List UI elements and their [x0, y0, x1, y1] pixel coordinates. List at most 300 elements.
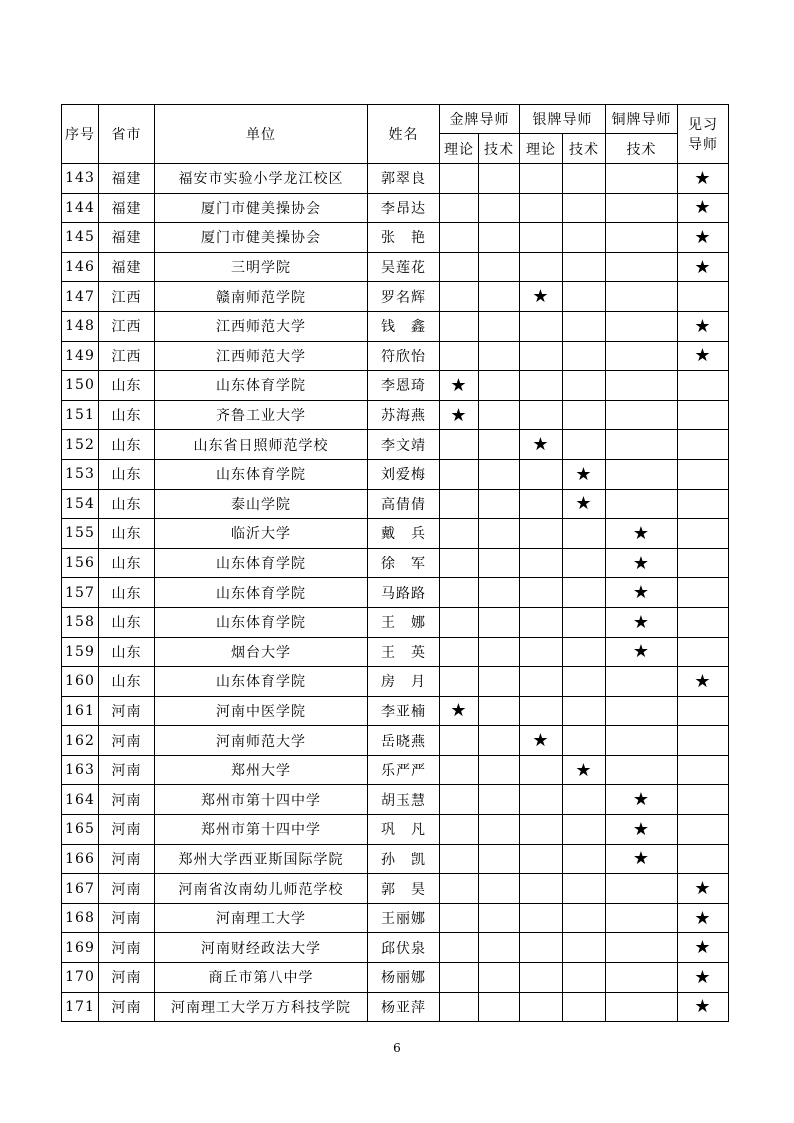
- table-row: [62, 223, 729, 253]
- cell-name: 罗名辉: [368, 282, 440, 312]
- cell-silver-tech: [563, 933, 606, 963]
- cell-trainee: [678, 459, 729, 489]
- cell-province: 山东: [99, 430, 155, 460]
- star-icon: ★: [632, 552, 651, 574]
- cell-name: 邱伏泉: [368, 933, 440, 963]
- cell-silver-tech: [563, 489, 606, 519]
- cell-unit: 江西师范大学: [155, 311, 368, 341]
- cell-gold-theory: [440, 489, 479, 519]
- cell-silver-theory: [520, 874, 563, 904]
- cell-name: 钱 鑫: [368, 311, 440, 341]
- cell-unit: 山东省日照师范学校: [155, 430, 368, 460]
- cell-silver-theory: [520, 963, 563, 993]
- mentor-roster-table: [61, 104, 729, 1022]
- cell-silver-tech: [563, 519, 606, 549]
- cell-silver-theory: [520, 164, 563, 194]
- cell-bronze-tech: [606, 992, 678, 1022]
- table-row: [62, 667, 729, 697]
- cell-trainee: [678, 815, 729, 845]
- cell-seq: 156: [62, 548, 99, 578]
- star-icon: ★: [632, 789, 651, 811]
- cell-province: 山东: [99, 548, 155, 578]
- cell-trainee: [678, 785, 729, 815]
- cell-gold-theory: [440, 459, 479, 489]
- cell-trainee: [678, 903, 729, 933]
- cell-trainee: [678, 311, 729, 341]
- cell-trainee: [678, 992, 729, 1022]
- cell-seq: 162: [62, 726, 99, 756]
- cell-province: 河南: [99, 815, 155, 845]
- table-row: [62, 578, 729, 608]
- cell-province: 河南: [99, 933, 155, 963]
- cell-province: 江西: [99, 341, 155, 371]
- cell-bronze-tech: [606, 815, 678, 845]
- cell-silver-theory: [520, 489, 563, 519]
- cell-gold-tech: [479, 637, 520, 667]
- cell-province: 福建: [99, 164, 155, 194]
- cell-unit: 赣南师范学院: [155, 282, 368, 312]
- cell-silver-theory: [520, 193, 563, 223]
- cell-gold-theory: [440, 282, 479, 312]
- cell-silver-theory: [520, 933, 563, 963]
- cell-trainee: [678, 963, 729, 993]
- cell-silver-tech: [563, 311, 606, 341]
- cell-trainee: [678, 223, 729, 253]
- star-icon: ★: [632, 611, 651, 633]
- cell-gold-theory: [440, 844, 479, 874]
- cell-bronze-tech: [606, 607, 678, 637]
- cell-silver-tech: [563, 459, 606, 489]
- star-icon: ★: [694, 878, 712, 900]
- cell-unit: 商丘市第八中学: [155, 963, 368, 993]
- cell-gold-theory: [440, 785, 479, 815]
- cell-silver-theory: [520, 755, 563, 785]
- cell-seq: 171: [62, 992, 99, 1022]
- cell-gold-tech: [479, 282, 520, 312]
- cell-silver-tech: [563, 755, 606, 785]
- cell-gold-tech: [479, 903, 520, 933]
- header-trainee-line2: 导师: [688, 137, 718, 153]
- cell-seq: 160: [62, 667, 99, 697]
- cell-name: 孙 凯: [368, 844, 440, 874]
- table-row: [62, 992, 729, 1022]
- star-icon: ★: [450, 700, 468, 722]
- cell-silver-theory: [520, 430, 563, 460]
- cell-silver-theory: [520, 992, 563, 1022]
- header-trainee-line1: 见习: [688, 117, 718, 133]
- header-trainee-mentor: [678, 105, 729, 164]
- cell-gold-theory: [440, 311, 479, 341]
- cell-gold-theory: [440, 548, 479, 578]
- table-row: [62, 963, 729, 993]
- table-row: [62, 548, 729, 578]
- cell-bronze-tech: [606, 874, 678, 904]
- cell-silver-theory: [520, 400, 563, 430]
- cell-unit: 福安市实验小学龙江校区: [155, 164, 368, 194]
- cell-unit: 河南财经政法大学: [155, 933, 368, 963]
- cell-gold-theory: [440, 696, 479, 726]
- table-row: [62, 933, 729, 963]
- cell-silver-tech: [563, 963, 606, 993]
- table-row: [62, 164, 729, 194]
- cell-gold-tech: [479, 933, 520, 963]
- cell-unit: 郑州大学: [155, 755, 368, 785]
- cell-unit: 河南理工大学万方科技学院: [155, 992, 368, 1022]
- cell-silver-theory: [520, 548, 563, 578]
- cell-trainee: [678, 844, 729, 874]
- table-header-row: [62, 105, 729, 134]
- star-icon: ★: [694, 256, 712, 278]
- cell-province: 山东: [99, 637, 155, 667]
- cell-bronze-tech: [606, 785, 678, 815]
- cell-trainee: [678, 371, 729, 401]
- cell-name: 岳晓燕: [368, 726, 440, 756]
- table-row: [62, 519, 729, 549]
- cell-name: 杨亚萍: [368, 992, 440, 1022]
- cell-silver-tech: [563, 726, 606, 756]
- cell-province: 河南: [99, 874, 155, 904]
- cell-gold-theory: [440, 667, 479, 697]
- header-seq: 序号: [62, 105, 99, 164]
- subheader-silver-tech: 技术: [563, 134, 606, 164]
- cell-silver-theory: [520, 726, 563, 756]
- cell-trainee: [678, 400, 729, 430]
- cell-gold-theory: [440, 164, 479, 194]
- star-icon: ★: [694, 907, 712, 929]
- cell-bronze-tech: [606, 282, 678, 312]
- cell-silver-tech: [563, 696, 606, 726]
- cell-bronze-tech: [606, 311, 678, 341]
- cell-province: 山东: [99, 371, 155, 401]
- star-icon: ★: [632, 582, 651, 604]
- table-row: [62, 874, 729, 904]
- star-icon: ★: [694, 226, 712, 248]
- cell-province: 江西: [99, 311, 155, 341]
- cell-name: 乐严严: [368, 755, 440, 785]
- cell-gold-theory: [440, 193, 479, 223]
- cell-silver-theory: [520, 371, 563, 401]
- cell-silver-tech: [563, 578, 606, 608]
- cell-bronze-tech: [606, 371, 678, 401]
- cell-gold-theory: [440, 963, 479, 993]
- cell-unit: 郑州市第十四中学: [155, 815, 368, 845]
- cell-trainee: [678, 548, 729, 578]
- cell-seq: 155: [62, 519, 99, 549]
- star-icon: ★: [532, 730, 550, 752]
- cell-province: 山东: [99, 489, 155, 519]
- header-gold-mentor: 金牌导师: [440, 105, 520, 134]
- cell-gold-theory: [440, 607, 479, 637]
- cell-silver-tech: [563, 785, 606, 815]
- cell-gold-tech: [479, 844, 520, 874]
- cell-trainee: [678, 164, 729, 194]
- cell-trainee: [678, 667, 729, 697]
- star-icon: ★: [575, 493, 593, 515]
- header-bronze-mentor: 铜牌导师: [606, 105, 678, 134]
- cell-silver-tech: [563, 844, 606, 874]
- star-icon: ★: [694, 197, 712, 219]
- cell-name: 李昂达: [368, 193, 440, 223]
- cell-unit: 临沂大学: [155, 519, 368, 549]
- star-icon: ★: [694, 670, 712, 692]
- cell-trainee: [678, 193, 729, 223]
- star-icon: ★: [575, 463, 593, 485]
- cell-seq: 159: [62, 637, 99, 667]
- cell-gold-theory: [440, 637, 479, 667]
- cell-gold-tech: [479, 400, 520, 430]
- cell-province: 河南: [99, 755, 155, 785]
- cell-gold-tech: [479, 815, 520, 845]
- cell-name: 徐 军: [368, 548, 440, 578]
- header-province: 省市: [99, 105, 155, 164]
- cell-gold-theory: [440, 341, 479, 371]
- cell-silver-theory: [520, 637, 563, 667]
- cell-province: 山东: [99, 400, 155, 430]
- star-icon: ★: [575, 759, 593, 781]
- cell-seq: 163: [62, 755, 99, 785]
- subheader-gold-theory: 理论: [440, 134, 479, 164]
- cell-province: 江西: [99, 282, 155, 312]
- subheader-silver-theory: 理论: [520, 134, 563, 164]
- star-icon: ★: [694, 966, 712, 988]
- cell-silver-tech: [563, 282, 606, 312]
- cell-gold-theory: [440, 430, 479, 460]
- cell-gold-tech: [479, 726, 520, 756]
- cell-trainee: [678, 933, 729, 963]
- cell-silver-theory: [520, 578, 563, 608]
- cell-name: 马路路: [368, 578, 440, 608]
- table-row: [62, 341, 729, 371]
- cell-seq: 170: [62, 963, 99, 993]
- cell-seq: 145: [62, 223, 99, 253]
- cell-name: 巩 凡: [368, 815, 440, 845]
- cell-seq: 144: [62, 193, 99, 223]
- cell-trainee: [678, 430, 729, 460]
- cell-name: 李文靖: [368, 430, 440, 460]
- cell-silver-theory: [520, 311, 563, 341]
- cell-bronze-tech: [606, 400, 678, 430]
- cell-unit: 河南中医学院: [155, 696, 368, 726]
- cell-gold-theory: [440, 578, 479, 608]
- cell-unit: 齐鲁工业大学: [155, 400, 368, 430]
- cell-name: 王 娜: [368, 607, 440, 637]
- cell-bronze-tech: [606, 519, 678, 549]
- cell-unit: 山东体育学院: [155, 548, 368, 578]
- cell-trainee: [678, 755, 729, 785]
- cell-province: 河南: [99, 696, 155, 726]
- table-row: [62, 903, 729, 933]
- cell-seq: 166: [62, 844, 99, 874]
- cell-name: 吴莲花: [368, 252, 440, 282]
- cell-gold-tech: [479, 459, 520, 489]
- cell-gold-tech: [479, 785, 520, 815]
- cell-seq: 168: [62, 903, 99, 933]
- cell-province: 山东: [99, 459, 155, 489]
- cell-seq: 148: [62, 311, 99, 341]
- cell-bronze-tech: [606, 726, 678, 756]
- subheader-bronze-tech: 技术: [606, 134, 678, 164]
- cell-silver-theory: [520, 459, 563, 489]
- cell-unit: 厦门市健美操协会: [155, 223, 368, 253]
- cell-unit: 山东体育学院: [155, 667, 368, 697]
- cell-trainee: [678, 726, 729, 756]
- cell-silver-theory: [520, 519, 563, 549]
- cell-unit: 厦门市健美操协会: [155, 193, 368, 223]
- cell-bronze-tech: [606, 548, 678, 578]
- cell-trainee: [678, 489, 729, 519]
- cell-unit: 三明学院: [155, 252, 368, 282]
- cell-gold-tech: [479, 578, 520, 608]
- cell-province: 河南: [99, 726, 155, 756]
- cell-silver-theory: [520, 252, 563, 282]
- cell-gold-theory: [440, 371, 479, 401]
- cell-gold-tech: [479, 371, 520, 401]
- star-icon: ★: [532, 434, 550, 456]
- cell-name: 张 艳: [368, 223, 440, 253]
- cell-unit: 郑州大学西亚斯国际学院: [155, 844, 368, 874]
- cell-name: 苏海燕: [368, 400, 440, 430]
- cell-trainee: [678, 696, 729, 726]
- cell-unit: 山东体育学院: [155, 578, 368, 608]
- cell-seq: 151: [62, 400, 99, 430]
- cell-name: 杨丽娜: [368, 963, 440, 993]
- cell-gold-tech: [479, 874, 520, 904]
- table-row: [62, 400, 729, 430]
- cell-gold-tech: [479, 252, 520, 282]
- cell-silver-tech: [563, 903, 606, 933]
- cell-name: 胡玉慧: [368, 785, 440, 815]
- cell-silver-tech: [563, 637, 606, 667]
- cell-name: 王 英: [368, 637, 440, 667]
- cell-bronze-tech: [606, 193, 678, 223]
- table-row: [62, 430, 729, 460]
- cell-seq: 143: [62, 164, 99, 194]
- table-row: [62, 637, 729, 667]
- cell-unit: 山东体育学院: [155, 607, 368, 637]
- page-number: 6: [393, 1041, 401, 1055]
- cell-name: 郭翠良: [368, 164, 440, 194]
- cell-name: 李亚楠: [368, 696, 440, 726]
- cell-silver-tech: [563, 607, 606, 637]
- cell-silver-tech: [563, 223, 606, 253]
- cell-name: 房 月: [368, 667, 440, 697]
- cell-name: 刘爱梅: [368, 459, 440, 489]
- cell-bronze-tech: [606, 252, 678, 282]
- cell-name: 符欣怡: [368, 341, 440, 371]
- table-row: [62, 755, 729, 785]
- cell-province: 河南: [99, 785, 155, 815]
- cell-trainee: [678, 282, 729, 312]
- cell-name: 戴 兵: [368, 519, 440, 549]
- header-name: 姓名: [368, 105, 440, 164]
- cell-silver-tech: [563, 341, 606, 371]
- cell-gold-tech: [479, 519, 520, 549]
- cell-province: 河南: [99, 844, 155, 874]
- cell-gold-theory: [440, 726, 479, 756]
- cell-gold-theory: [440, 755, 479, 785]
- cell-name: 郭 昊: [368, 874, 440, 904]
- cell-bronze-tech: [606, 489, 678, 519]
- cell-gold-theory: [440, 519, 479, 549]
- cell-trainee: [678, 874, 729, 904]
- cell-gold-theory: [440, 223, 479, 253]
- cell-silver-tech: [563, 430, 606, 460]
- cell-unit: 烟台大学: [155, 637, 368, 667]
- cell-gold-tech: [479, 667, 520, 697]
- cell-unit: 河南理工大学: [155, 903, 368, 933]
- cell-gold-tech: [479, 223, 520, 253]
- cell-seq: 152: [62, 430, 99, 460]
- cell-name: 王丽娜: [368, 903, 440, 933]
- header-silver-mentor: 银牌导师: [520, 105, 606, 134]
- cell-gold-theory: [440, 874, 479, 904]
- cell-province: 福建: [99, 223, 155, 253]
- cell-silver-theory: [520, 223, 563, 253]
- cell-name: 李恩琦: [368, 371, 440, 401]
- cell-seq: 149: [62, 341, 99, 371]
- cell-silver-tech: [563, 815, 606, 845]
- star-icon: ★: [694, 167, 712, 189]
- table-row: [62, 726, 729, 756]
- cell-silver-theory: [520, 903, 563, 933]
- header-unit: 单位: [155, 105, 368, 164]
- cell-silver-tech: [563, 371, 606, 401]
- cell-seq: 158: [62, 607, 99, 637]
- cell-bronze-tech: [606, 667, 678, 697]
- cell-bronze-tech: [606, 963, 678, 993]
- cell-province: 山东: [99, 578, 155, 608]
- table-row: [62, 459, 729, 489]
- table-body: [62, 164, 729, 1022]
- subheader-gold-tech: 技术: [479, 134, 520, 164]
- table-row: [62, 696, 729, 726]
- cell-silver-theory: [520, 844, 563, 874]
- cell-gold-tech: [479, 607, 520, 637]
- cell-trainee: [678, 252, 729, 282]
- cell-silver-theory: [520, 667, 563, 697]
- cell-seq: 169: [62, 933, 99, 963]
- cell-trainee: [678, 341, 729, 371]
- cell-bronze-tech: [606, 696, 678, 726]
- star-icon: ★: [694, 345, 712, 367]
- cell-silver-theory: [520, 815, 563, 845]
- table-row: [62, 252, 729, 282]
- table-row: [62, 371, 729, 401]
- cell-silver-tech: [563, 164, 606, 194]
- star-icon: ★: [694, 315, 712, 337]
- cell-gold-tech: [479, 696, 520, 726]
- cell-seq: 146: [62, 252, 99, 282]
- table-row: [62, 785, 729, 815]
- star-icon: ★: [694, 996, 712, 1018]
- cell-bronze-tech: [606, 341, 678, 371]
- cell-province: 山东: [99, 667, 155, 697]
- cell-silver-tech: [563, 874, 606, 904]
- cell-silver-theory: [520, 341, 563, 371]
- cell-unit: 山东体育学院: [155, 371, 368, 401]
- star-icon: ★: [632, 522, 651, 544]
- cell-silver-tech: [563, 193, 606, 223]
- cell-bronze-tech: [606, 459, 678, 489]
- cell-bronze-tech: [606, 844, 678, 874]
- cell-silver-theory: [520, 785, 563, 815]
- table-row: [62, 282, 729, 312]
- cell-bronze-tech: [606, 933, 678, 963]
- cell-seq: 153: [62, 459, 99, 489]
- table-row: [62, 844, 729, 874]
- star-icon: ★: [450, 374, 468, 396]
- star-icon: ★: [632, 818, 651, 840]
